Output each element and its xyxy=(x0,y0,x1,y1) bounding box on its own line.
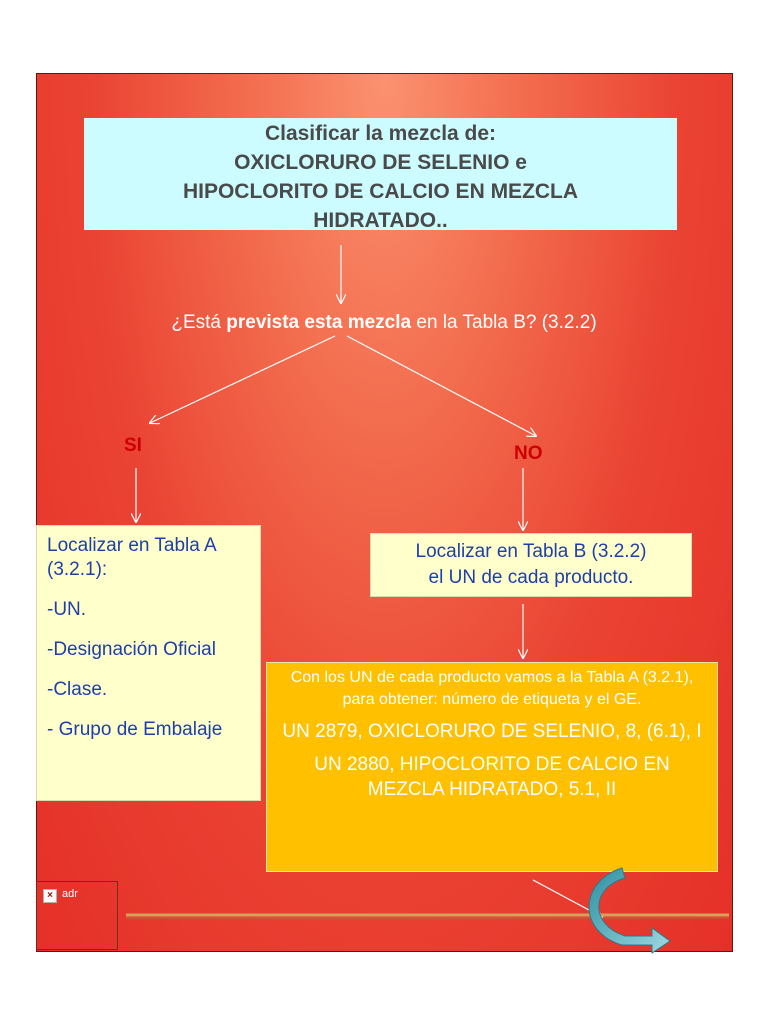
arrow-question-to-no xyxy=(347,336,536,436)
left-box-heading: Localizar en Tabla A (3.2.1): xyxy=(47,535,216,580)
broken-image-icon: × xyxy=(43,889,57,903)
title-line-3: HIPOCLORITO DE CALCIO EN MEZCLA xyxy=(182,180,579,203)
question-prefix: ¿Está xyxy=(171,312,227,333)
left-box-item-packing-group: - Grupo de Embalaje xyxy=(47,719,223,740)
branch-yes-label: SI xyxy=(124,435,142,456)
right-box1-line-1: Localizar en Tabla B (3.2.2) xyxy=(415,541,647,562)
question-bold: prevista esta mezcla xyxy=(226,312,412,333)
left-box-item-class: -Clase. xyxy=(47,679,108,700)
result-entry-un2879: UN 2879, OXICLORURO DE SELENIO, 8, (6.1), I xyxy=(282,721,702,742)
result-entry-un2880: UN 2880, HIPOCLORITO DE CALCIO EN MEZCLA HIDRATADO, 5.1, II xyxy=(314,754,670,800)
curved-arrow-icon xyxy=(589,868,670,953)
right-box1-line-2: el UN de cada producto. xyxy=(428,567,634,588)
title-line-4: HIDRATADO.. xyxy=(313,209,448,232)
branch-no-label: NO xyxy=(514,443,543,464)
title-line-2: OXICLORURO DE SELENIO e xyxy=(234,151,527,174)
left-box-item-designation: -Designación Oficial xyxy=(47,639,216,660)
left-box-item-un: -UN. xyxy=(47,599,87,620)
title-line-1: Clasificar la mezcla de: xyxy=(264,122,497,145)
arrow-question-to-si xyxy=(150,336,335,423)
question-suffix: en la Tabla B? (3.2.2) xyxy=(411,312,597,333)
result-box-intro: Con los UN de cada producto vamos a la Tabla A (3.2.1), para obtener: número de etiqueta y el GE. xyxy=(290,669,694,708)
adr-image-alt-text: adr xyxy=(62,888,78,900)
